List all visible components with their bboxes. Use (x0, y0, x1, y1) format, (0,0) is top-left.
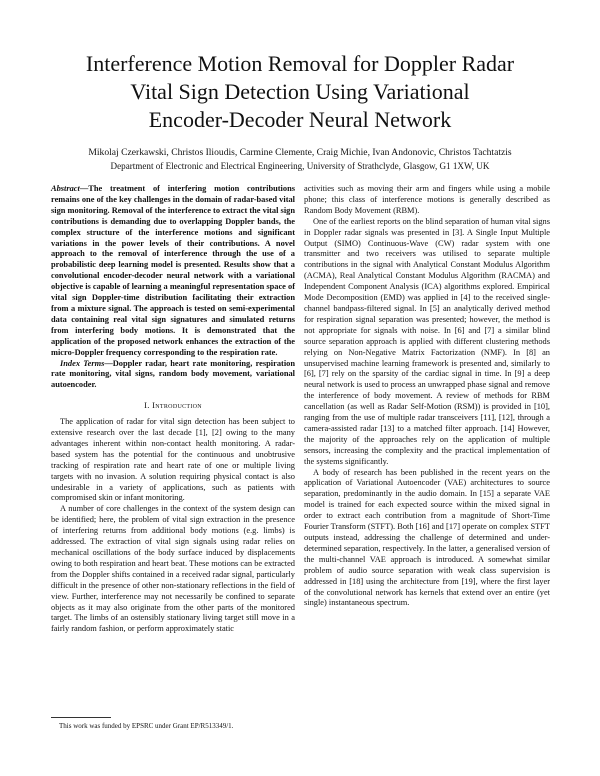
body-paragraph: One of the earliest reports on the blind separation of human vital signs in Doppler radar signals was presented in [3]. A Single Input Multiple Output (SIMO) Continuous-Wave (CW) radar system with one transmitter and two receivers was utilised to separate multiple contributions in the signal with Analytical Constant Modulus Algorithm (ACMA), Real Analytical Constant Modulus Algorithm (RACMA) and Independent Component Analysis (ICA) algorithms explored. Empirical Mode Decomposition (EMD) was applied in [4] to the received single-channel bandpass-filtered signal. In [5] an analytically derived method for respiration signal separation was presented; however, the method is not appropriate for signals with noise. In [6] and [7] a similar blind source separation approach is applied with different clustering methods relying on Non-Negative Matrix Factorization (NMF). In [8] an unsupervised machine learning framework is presented and, similarly to [6], [7] rely on the sparsity of the cardiac signal in time. In [9] a deep neural network is used to process an unwrapped phase signal and remove the interference of body movement. A review of methods for RBM cancellation (as well as Radar Self-Motion (RSM)) is provided in [10], ranging from the use of multiple radar transceivers [11], [12], through a camera-assisted radar [13] to a matched filter approach. [14] However, the majority of the approaches rely on the application of multiple sensors, increasing the complexity and the practical implementation of the systems significantly. (304, 216, 550, 466)
left-column (51, 184, 295, 635)
title-line: Vital Sign Detection Using Variational (130, 79, 470, 104)
affiliation: Department of Electronic and Electrical Engineering, University of Strathclyde, Glasgow, G1 1XW, UK (110, 161, 490, 171)
abstract-text: —The treatment of interfering motion contributions remains one of the key challenges in the domain of radar-based vital sign monitoring. Removal of the interference to extract the vital sign contributions is demanding due to overlapping Doppler bands, the complex structure of the interference motions and significant variations in the power levels of their contributions. A novel approach to the removal of interference through the use of a probabilistic deep learning model is presented. Results show that a convolutional encoder-decoder neural network with a variational objective is capable of learning a meaningful representation space of vital sign Doppler-time distribution facilitating their extraction from a mixture signal. The approach is tested on semi-experimental data containing real vital sign signatures and simulated returns from interfering body motions. It is demonstrated that the application of the proposed network enhances the extraction of the micro-Doppler frequency corresponding to the respiration rate. (51, 184, 295, 357)
title-line: Encoder-Decoder Neural Network (148, 107, 452, 132)
index-terms-text: —Doppler radar, heart rate monitoring, respiration rate monitoring, vital signs, random body movement, variational autoencoder. (51, 358, 295, 390)
abstract (51, 184, 295, 359)
section-heading-introduction (51, 400, 295, 411)
section-number: I. (144, 400, 153, 411)
body-paragraph: A number of core challenges in the context of the system design can be identified; here, the problem of vital sign extraction in the presence of interfering returns from additional body motions (e.g. limbs) is addressed. The extraction of vital sign signals using radar relies on mechanical oscillations of the body surface induced by displacements owing to both respiration and heart beat. These motions can be extracted from the Doppler shifts contained in a received radar signal, particularly difficult in the presence of other non-stationary reflections in the field of view. Further, interference may not necessarily be confined to separate objects as it may also originate from the other parts of the monitored target. The limbs of an ostensibly stationary living target still move in a fairly random fashion, or perform approximately static (51, 504, 295, 634)
index-terms-lead: Index Terms (60, 358, 105, 368)
body-paragraph: A body of research has been published in the recent years on the application of Variational Autoencoder (VAE) architectures to source separation, predominantly in the audio domain. In [15] a separate VAE model is trained for each expected source within the mixed signal in order to extract each contribution from a magnitude of Short-Time Fourier Transform (STFT). Both [16] and [17] operate on complex STFT outputs instead, addressing the challenge of determined and under-determined separation, respectively. In the latter, a generalised version of the multi-channel VAE approach is introduced. A somewhat similar problem of audio source separation with weak class supervision is addressed in [18] using the architecture from [19], where the first layer of the convolutional network has kernels that extend over an entire (yet single) instantaneous spectrum. (304, 467, 550, 608)
body-paragraph: The application of radar for vital sign detection has been subject to extensive research over the last decade [1], [2] owing to the many advantages inherent within non-contact health monitoring. A radar-based system has the potential for the continuous and unobtrusive tracking of respiration rate and heart rate of one or multiple living targets with no invasion. A solution requiring physical contact is also undesirable in a variety of applications, such as patients with compromised skin or infant monitoring. (51, 417, 295, 503)
paper-title (40, 50, 560, 134)
title-line: Interference Motion Removal for Doppler Radar (85, 51, 515, 76)
body-paragraph: activities such as moving their arm and fingers while using a mobile phone; this class of interference motions is generally described as Random Body Movement (RBM). (304, 184, 550, 215)
footnote-rule (51, 717, 111, 718)
funding-footnote: This work was funded by EPSRC under Grant EP/R513349/1. (59, 722, 234, 730)
index-terms (51, 359, 295, 392)
right-column (304, 184, 550, 609)
section-title: Introduction (152, 400, 202, 411)
author-list: Mikolaj Czerkawski, Christos Ilioudis, Carmine Clemente, Craig Michie, Ivan Andonovic, Christos Tachtatzis (88, 147, 512, 158)
abstract-lead: Abstract (51, 184, 80, 193)
